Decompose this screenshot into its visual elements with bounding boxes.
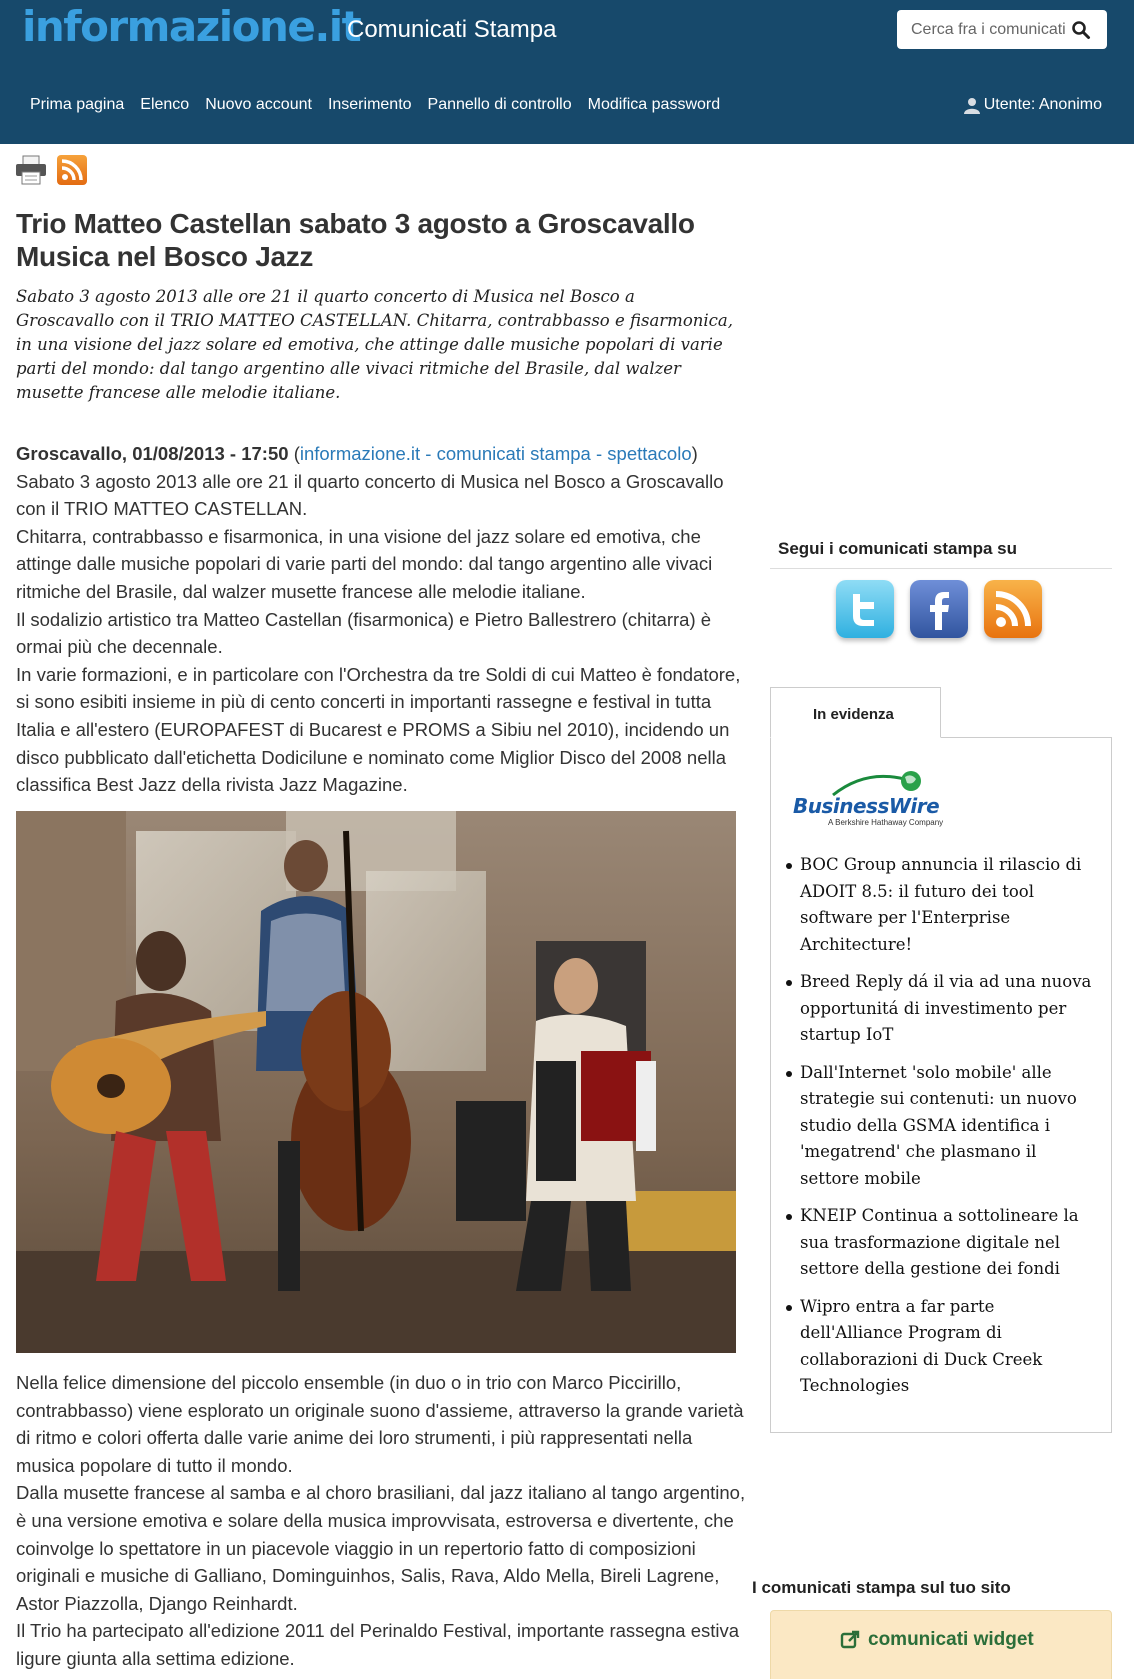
article-photo — [16, 811, 736, 1353]
news-item[interactable]: Breed Reply dá il via ad una nuova opportunitá di investimento per startup IoT — [786, 969, 1096, 1049]
source-link[interactable]: informazione.it - comunicati stampa - spettacolo — [299, 443, 692, 464]
article-body — [16, 440, 746, 799]
main-nav — [30, 96, 736, 114]
article-dateline: Groscavallo, 01/08/2013 - 17:50 — [16, 443, 289, 464]
top-header — [0, 0, 1134, 144]
news-item[interactable]: KNEIP Continua a sottolineare la sua trasformazione digitale nel settore della gestione dei fondi — [786, 1203, 1096, 1283]
news-item[interactable]: BOC Group annuncia il rilascio di ADOIT 8.5: il futuro dei tool software per l'Enterprise Architecture! — [786, 852, 1096, 958]
social-links — [836, 580, 1042, 638]
article-para-1: ) Sabato 3 agosto 2013 alle ore 21 il quarto concerto di Musica nel Bosco a Groscavallo con il TRIO MATTEO CASTELLAN. — [16, 443, 724, 520]
article-body-continued — [16, 1369, 746, 1673]
user-status[interactable] — [964, 96, 1102, 114]
search-box[interactable] — [897, 10, 1107, 49]
news-item[interactable]: Dall'Internet 'solo mobile' alle strategie sui contenuti: un nuovo studio della GSMA identifica i 'megatrend' che plasmano il settore mobile — [786, 1060, 1096, 1193]
follow-title: Segui i comunicati stampa su — [778, 539, 1018, 558]
twitter-icon[interactable] — [836, 580, 894, 638]
article-para-7: Il Trio ha partecipato all'edizione 2011 del Perinaldo Festival, importante rassegna estiva ligure giunta alla settima edizione. — [16, 1620, 740, 1669]
site-logo[interactable]: informazione.it — [22, 2, 361, 51]
rss-feed-icon[interactable] — [984, 580, 1042, 638]
nav-nuovo-account[interactable]: Nuovo account — [205, 96, 312, 113]
facebook-icon[interactable] — [910, 580, 968, 638]
follow-divider — [770, 568, 1112, 569]
share-icon — [840, 1630, 860, 1650]
nav-pannello-di-controllo[interactable]: Pannello di controllo — [427, 96, 572, 113]
widget-link[interactable] — [840, 1629, 1034, 1651]
article-para-6: Dalla musette francese al samba e al choro brasiliani, dal jazz italiano al tango argentino, è una versione emotiva e solare della musica improvvisata, estroversa e divertente, che coinvolge lo spettatore in un piacevole viaggio in un repertorio fatto di composizioni originali e musiche di Galliano, Dominguinhos, Salis, Rava, Aldo Mella, Bireli Lagrene, Astor Piazzolla, Django Reinhardt. — [16, 1482, 746, 1614]
nav-inserimento[interactable]: Inserimento — [327, 96, 412, 113]
paren-open: ( — [293, 443, 300, 464]
print-icon[interactable] — [15, 155, 47, 185]
widget-label: comunicati widget — [868, 1629, 1034, 1650]
article-summary: Sabato 3 agosto 2013 alle ore 21 il quarto concerto di Musica nel Bosco a Groscavallo con il TRIO MATTEO CASTELLAN. Chitarra, contrabbasso e fisarmonica, in una visione del jazz solare ed emotiva, che attinge dalle musiche popolari di varie parti del mondo: dal tango argentino alle vivaci ritmiche del Brasile, dal walzer musette francese alle melodie italiane. — [16, 287, 733, 402]
section-title[interactable]: Comunicati Stampa — [347, 16, 557, 43]
article-para-5: Nella felice dimensione del piccolo ensemble (in duo o in trio con Marco Piccirillo, contrabbasso) viene esplorato un originale suono d'assieme, attraverso la grande varietà di ritmo e colori offerta dalle varie anime dei loro strumenti, i più rappresentati nella musica popolare di tutto il mondo. — [16, 1372, 744, 1476]
article-para-4: In varie formazioni, e in particolare con l'Orchestra da tre Soldi di cui Matteo è fondatore, si sono esibiti insieme in più di cento concerti in importanti rassegne e festival in tutta Italia e all'estero (EUROPAFEST di Bucarest e PROMS a Sibiu nel 2010), incidendo un disco pubblicato dall'etichetta Dodicilune e nominato come Miglior Disco del 2008 nella classifica Best Jazz della rivista Jazz Magazine. — [16, 663, 741, 796]
search-icon[interactable] — [1071, 20, 1091, 40]
user-label: Utente: Anonimo — [983, 96, 1102, 113]
nav-elenco[interactable]: Elenco — [140, 96, 190, 113]
user-icon — [964, 97, 980, 114]
article-title: Trio Matteo Castellan sabato 3 agosto a Groscavallo Musica nel Bosco Jazz — [16, 208, 695, 272]
news-list — [786, 852, 1096, 1411]
news-item[interactable]: Wipro entra a far parte dell'Alliance Program di collaborazioni di Duck Creek Technologies — [786, 1294, 1096, 1400]
nav-prima-pagina[interactable]: Prima pagina — [30, 96, 125, 113]
businesswire-tagline: A Berkshire Hathaway Company — [828, 818, 944, 827]
article-tools — [15, 155, 87, 185]
businesswire-name: BusinessWire — [793, 794, 940, 818]
search-input[interactable] — [911, 21, 1071, 39]
article-para-2: Chitarra, contrabbasso e fisarmonica, in una visione del jazz solare ed emotiva, che attinge dalle musiche popolari di varie parti del mondo: dal tango argentino alle vivaci ritmiche del Brasile, dal walzer musette francese alle melodie italiane. — [16, 525, 713, 602]
tab-in-evidenza[interactable]: In evidenza — [770, 687, 941, 738]
nav-modifica-password[interactable]: Modifica password — [587, 96, 721, 113]
rss-icon[interactable] — [57, 155, 87, 185]
article-para-3: Il sodalizio artistico tra Matteo Castellan (fisarmonica) e Pietro Ballestrero (chitarra) è ormai più che decennale. — [16, 608, 712, 658]
site-widget-title: I comunicati stampa sul tuo sito — [752, 1578, 1011, 1597]
